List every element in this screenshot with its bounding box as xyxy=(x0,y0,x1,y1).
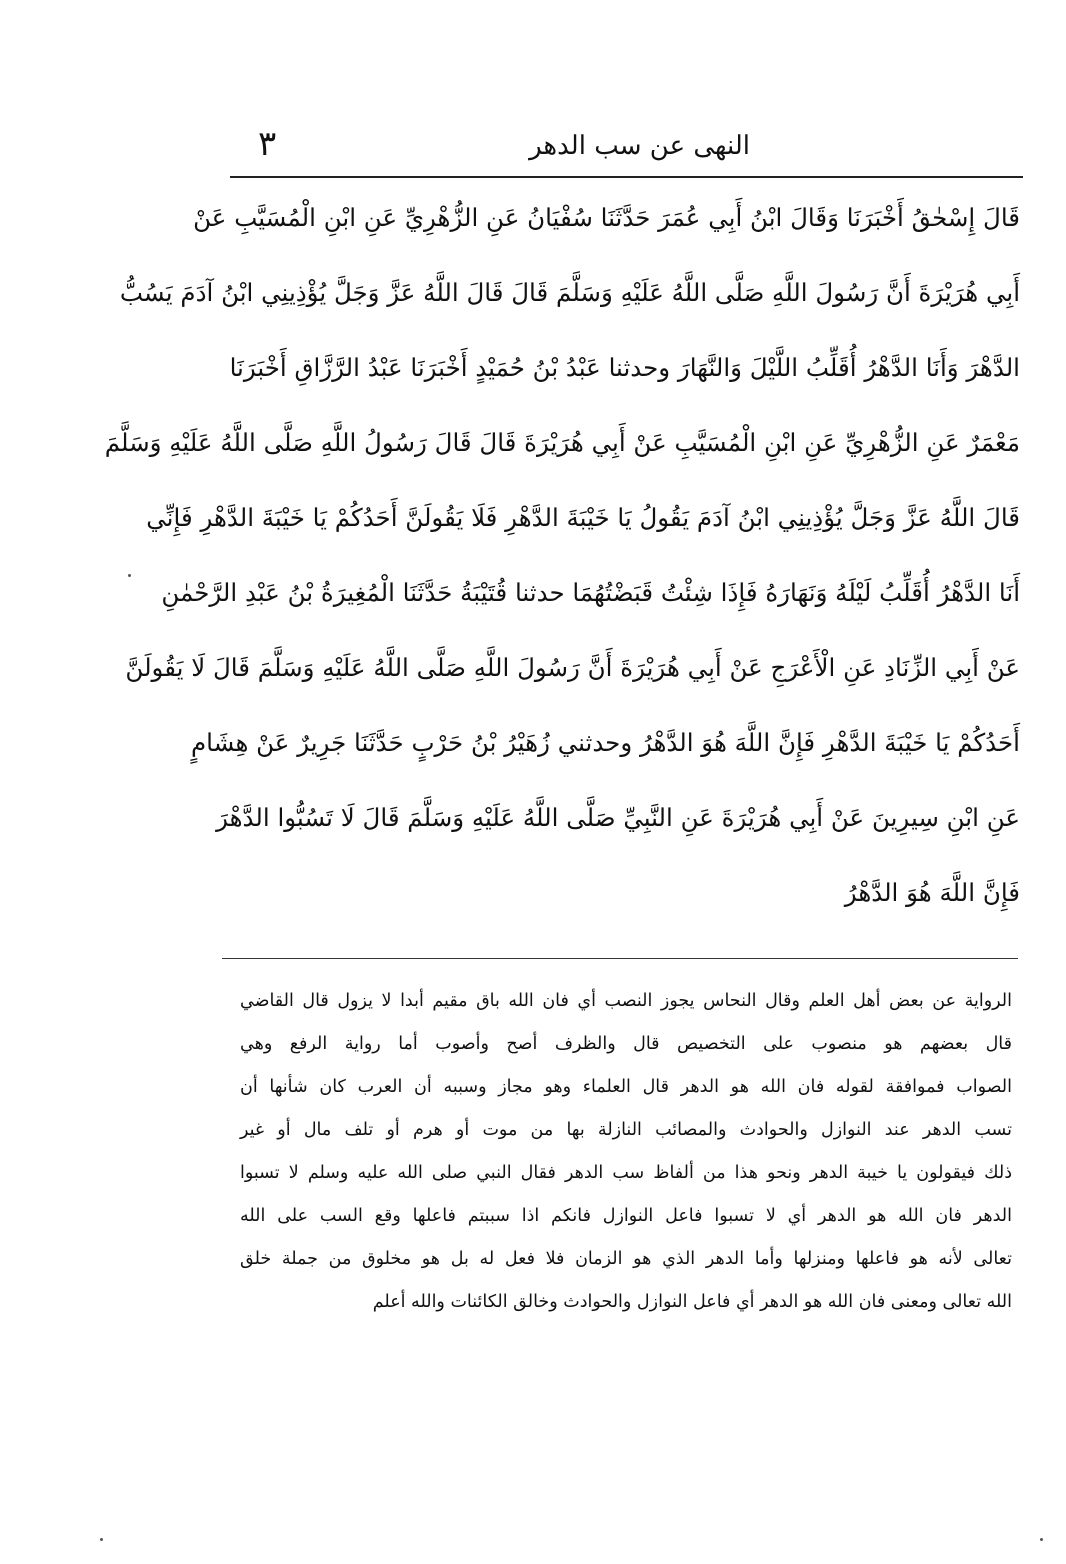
text-line: قَالَ اللَّهُ عَزَّ وَجَلَّ يُؤْذِينِي ابْنُ آدَمَ يَقُولُ يَا خَيْبَةَ الدَّهْرِ فَلَا يَقُولَنَّ أَحَدُكُمْ يَا خَيْبَةَ الدَّهْرِ فَإِنِّي xyxy=(146,503,1020,532)
text-line: عَنِ ابْنِ سِيرِينَ عَنْ أَبِي هُرَيْرَةَ عَنِ النَّبِيِّ صَلَّى اللَّهُ عَلَيْهِ وَسَلَّمَ قَالَ لَا تَسُبُّوا الدَّهْرَ xyxy=(216,803,1020,832)
text-line: أَبِي هُرَيْرَةَ أَنَّ رَسُولَ اللَّهِ صَلَّى اللَّهُ عَلَيْهِ وَسَلَّمَ قَالَ قَالَ اللَّهُ عَزَّ وَجَلَّ يُؤْذِينِي ابْنُ آدَمَ يَسُبُّ xyxy=(119,278,1020,307)
header-divider xyxy=(230,176,1023,178)
commentary-block xyxy=(240,980,1012,1324)
commentary-line: قال بعضهم هو منصوب على التخصيص قال والظرف أصح وأصوب أما رواية الرفع وهي xyxy=(240,1034,1012,1054)
hadith-text-block xyxy=(104,180,1020,930)
text-line: مَعْمَرٌ عَنِ الزُّهْرِيِّ عَنِ ابْنِ الْمُسَيَّبِ عَنْ أَبِي هُرَيْرَةَ قَالَ قَالَ رَسُولُ اللَّهِ صَلَّى اللَّهُ عَلَيْهِ وَسَلَّمَ xyxy=(104,428,1020,457)
footnote-divider xyxy=(222,958,1018,959)
scan-speck xyxy=(1040,1538,1043,1541)
scan-speck xyxy=(128,574,131,577)
scan-speck xyxy=(100,1538,103,1541)
commentary-line: تسب الدهر عند النوازل والحوادث والمصائب النازلة بها من موت أو هرم أو تلف مال أو غير xyxy=(240,1120,1012,1140)
commentary-line: الدهر فان الله هو الدهر أي لا تسبوا فاعل النوازل فانكم اذا سببتم فاعلها وقع السب على الله xyxy=(240,1206,1012,1226)
commentary-line: ذلك فيقولون يا خيبة الدهر ونحو هذا من ألفاظ سب الدهر فقال النبي صلى الله عليه وسلم لا تسبوا xyxy=(240,1163,1012,1183)
text-line: فَإِنَّ اللَّهَ هُوَ الدَّهْرُ xyxy=(844,878,1020,907)
text-line: الدَّهْرَ وَأَنَا الدَّهْرُ أُقَلِّبُ اللَّيْلَ وَالنَّهَارَ وحدثنا عَبْدُ بْنُ حُمَيْدٍ أَخْبَرَنَا عَبْدُ الرَّزَّاقِ أَخْبَرَنَا xyxy=(229,353,1020,382)
running-title: النهى عن سب الدهر xyxy=(529,131,750,161)
text-line: أَحَدُكُمْ يَا خَيْبَةَ الدَّهْرِ فَإِنَّ اللَّهَ هُوَ الدَّهْرُ وحدثني زُهَيْرُ بْنُ حَرْبٍ حَدَّثَنَا جَرِيرٌ عَنْ هِشَامٍ xyxy=(190,728,1020,757)
text-line: أَنَا الدَّهْرُ أُقَلِّبُ لَيْلَهُ وَنَهَارَهُ فَإِذَا شِئْتُ قَبَضْتُهُمَا حدثنا قُتَيْبَةُ حَدَّثَنَا الْمُغِيرَةُ بْنُ عَبْدِ الرَّحْمٰنِ xyxy=(161,578,1020,607)
commentary-line: الرواية عن بعض أهل العلم وقال النحاس يجوز النصب أي فان الله باق مقيم أبدا لا يزول قال القاضي xyxy=(240,991,1012,1011)
page-number: ٣ xyxy=(258,124,277,164)
commentary-line: تعالى لأنه هو فاعلها ومنزلها وأما الدهر الذي هو الزمان فلا فعل له بل هو مخلوق من جملة خلق xyxy=(240,1249,1012,1269)
commentary-line: الله تعالى ومعنى فان الله هو الدهر أي فاعل النوازل والحوادث وخالق الكائنات والله أعلم xyxy=(372,1292,1012,1312)
page-header xyxy=(230,120,1025,176)
text-line: عَنْ أَبِي الزِّنَادِ عَنِ الْأَعْرَجِ عَنْ أَبِي هُرَيْرَةَ أَنَّ رَسُولَ اللَّهِ صَلَّى اللَّهُ عَلَيْهِ وَسَلَّمَ قَالَ لَا يَقُولَنَّ xyxy=(125,653,1020,682)
commentary-line: الصواب فموافقة لقوله فان الله هو الدهر قال العلماء وهو مجاز وسببه أن العرب كان شأنها أن xyxy=(240,1077,1012,1097)
text-line: قَالَ إِسْحٰقُ أَخْبَرَنَا وَقَالَ ابْنُ أَبِي عُمَرَ حَدَّثَنَا سُفْيَانُ عَنِ الزُّهْرِيِّ عَنِ ابْنِ الْمُسَيَّبِ عَنْ xyxy=(193,203,1020,232)
